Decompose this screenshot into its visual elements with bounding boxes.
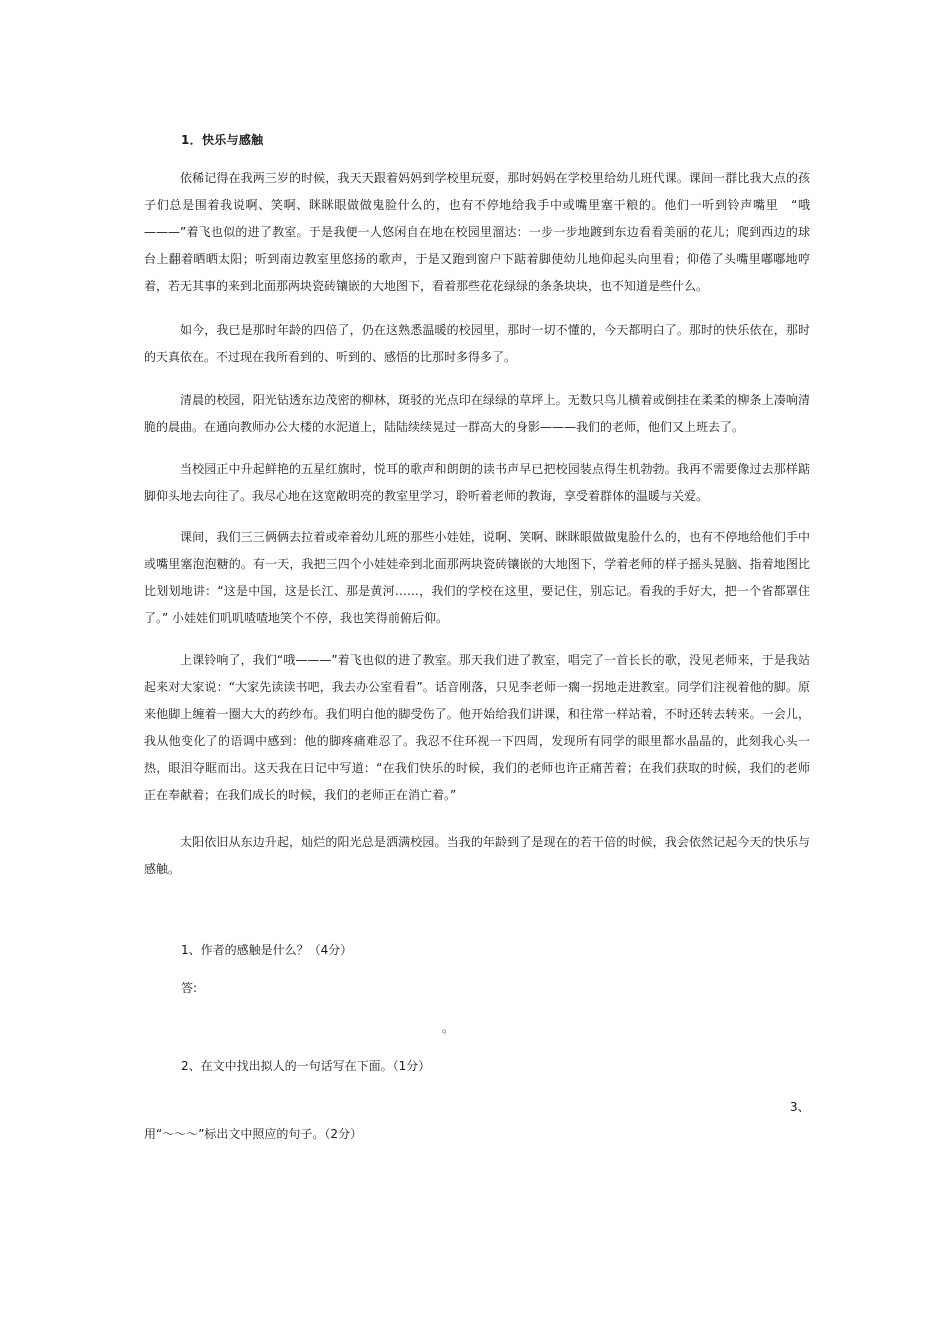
paragraph-5: 课间，我们三三俩俩去拉着或牵着幼儿班的那些小娃娃，说啊、笑啊、眯眯眼做做鬼脸什么的，也有不停地给他们手中或嘴里塞泡泡糖的。有一天，我把三四个小娃娃牵到北面那两块瓷砖镶嵌的大地图下，学着老师的样子摇头晃脑、指着地图比比划划地讲：“这是中国，这是长江、那是黄河……，我们的学校在这里，要记住，别忘记。看我的手好大，把一个省都罩住了。” 小娃娃们叽叽喳喳地笑个不停，我也笑得前俯后仰。 (144, 530, 810, 625)
article-title: 1．快乐与感触 (181, 133, 264, 147)
question-1: 1、作者的感触是什么？（4分） (181, 943, 353, 957)
question-3-text: 用“～～～”标出文中照应的句子。（2分） (144, 1127, 363, 1141)
question-2: 2、在文中找出拟人的一句话写在下面。（1分） (181, 1059, 431, 1073)
paragraph-1: 依稀记得在我两三岁的时候，我天天跟着妈妈到学校里玩耍，那时妈妈在学校里给幼儿班代课。课间一群比我大点的孩子们总是围着我说啊、笑啊、眯眯眼做做鬼脸什么的，也有不停地给我手中或嘴里塞干粮的。他们一听到铃声嘴里 “哦———”着飞也似的进了教室。于是我便一人悠闲自在地在校园里溜达：一步一步地踱到东边看看美丽的花儿；爬到西边的球台上翻着晒晒太阳；听到南边教室里悠扬的歌声，于是又跑到窗户下踮着脚使幼儿地仰起头向里看；仰倦了头嘴里嘟嘟地哼着，若无其事的来到北面那两块瓷砖镶嵌的大地图下，看着那些花花绿绿的条条块块，也不知道是些什么。 (144, 171, 810, 293)
paragraph-6: 上课铃响了，我们“哦———”着飞也似的进了教室。那天我们进了教室，唱完了一首长长的歌，没见老师来，于是我站起来对大家说：“大家先读读书吧，我去办公室看看”。话音刚落，只见李老师一瘸一拐地走进教室。同学们注视着他的脚。原来他脚上缠着一圈大大的药纱布。我们明白他的脚受伤了。他开始给我们讲课，和往常一样站着，不时还转去转来。一会儿，我从他变化了的语调中感到：他的脚疼痛难忍了。我忍不住环视一下四周，发现所有同学的眼里都水晶晶的，此刻我心头一热，眼泪夺眶而出。这天我在日记中写道：“在我们快乐的时候，我们的老师也许正痛苦着；在我们获取的时候，我们的老师正在奉献着；在我们成长的时候，我们的老师正在消亡着。” (144, 653, 810, 802)
answer-label: 答: (181, 981, 198, 995)
paragraph-3: 清晨的校园，阳光钻透东边茂密的柳林，斑驳的光点印在绿绿的草坪上。无数只鸟儿横着或倒挂在柔柔的柳条上凑响清脆的晨曲。在通向教师办公大楼的水泥道上，陆陆续续晃过一群高大的身影———我们的老师，他们又上班去了。 (144, 393, 810, 434)
paragraph-7: 太阳依旧从东边升起，灿烂的阳光总是洒满校园。当我的年龄到了是现在的若干倍的时候，我会依然记起今天的快乐与感触。 (144, 835, 810, 876)
answer-end-mark: 。 (442, 1021, 455, 1035)
paragraph-4: 当校园正中升起鲜艳的五星红旗时，悦耳的歌声和朗朗的读书声早已把校园装点得生机勃勃。我再不需要像过去那样踮脚仰头地去向往了。我尽心地在这宽敞明亮的教室里学习，聆听着老师的教诲，享受着群体的温暖与关爱。 (144, 462, 810, 503)
paragraph-2: 如今，我已是那时年龄的四倍了，仍在这熟悉温暖的校园里，那时一切不懂的，今天都明白了。那时的快乐依在，那时的天真依在。不过现在我所看到的、听到的、感悟的比那时多得多了。 (144, 323, 810, 364)
question-3-number: 3、 (790, 1100, 810, 1114)
